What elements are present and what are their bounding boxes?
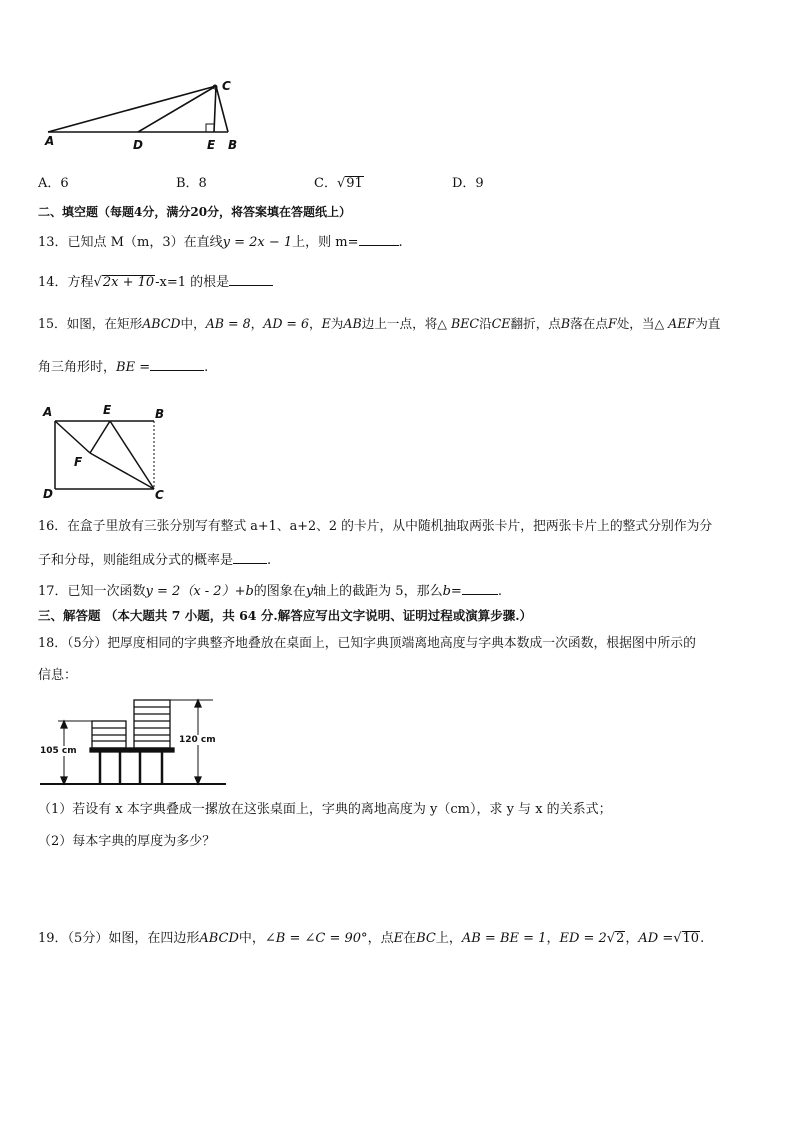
- q17-text: 轴上的截距为 5，那么: [313, 584, 443, 599]
- q15-text: 15．如图，在矩形: [38, 316, 143, 331]
- q17-text: 的图象在: [253, 584, 306, 599]
- q17-answer-blank[interactable]: [462, 582, 498, 595]
- q17-text: 17．已知一次函数: [38, 584, 146, 599]
- q19-equation-1: AB = BE = 1: [461, 931, 547, 946]
- option-d: D．9: [452, 176, 484, 191]
- q17-y-axis: y: [305, 584, 314, 599]
- question-15-line-2: [38, 358, 208, 377]
- q19-text: 上，: [435, 931, 462, 946]
- q19-segment-bc: BC: [416, 931, 436, 946]
- q15-text: 落在点: [570, 316, 608, 331]
- q14-answer-blank[interactable]: [229, 273, 273, 286]
- q15-text: 中，: [180, 316, 206, 331]
- fig15-label-f: F: [74, 455, 83, 469]
- question-18-line-1: 18．（5分）把厚度相同的字典整齐地叠放在桌面上，已知字典顶端离地高度与字典本数成一次函数，根据图中所示的: [38, 636, 696, 651]
- q15-point-f: F: [607, 316, 617, 331]
- fig18-right-height-label: 120 cm: [179, 735, 216, 745]
- q19-text: 中，: [238, 931, 265, 946]
- fig18-left-height-label: 105 cm: [40, 746, 77, 756]
- q15-text: 沿: [479, 316, 492, 331]
- question-19: 19．（5分）如图，在四边形ABCD中，∠B = ∠C = 90°，点E在BC上，AB = BE = 1，ED = 2√2，AD =√10.: [38, 931, 705, 946]
- q19-point-e: E: [393, 931, 404, 946]
- q14-radicand: 2x + 10: [102, 275, 155, 290]
- q19-text: ，: [625, 931, 639, 946]
- q15-text: 为: [330, 316, 344, 331]
- q15-figure: [38, 403, 173, 503]
- q15-text: 为直: [695, 316, 721, 331]
- q17-b-variable: b: [442, 584, 451, 599]
- triangle-diagram: [38, 76, 253, 158]
- q13-formula: y = 2x − 1: [222, 235, 293, 250]
- q15-point-e: E: [321, 316, 331, 331]
- q15-point-b: B: [560, 316, 571, 331]
- q13-text-before: 13．已知点 M（m，3）在直线: [38, 235, 223, 250]
- fig12-label-e: E: [207, 138, 216, 152]
- q15-text: ，: [250, 316, 264, 331]
- q15-text: 角三角形时，: [38, 360, 117, 375]
- q15-answer-blank[interactable]: [150, 358, 204, 371]
- question-18-line-2: 信息：: [38, 668, 78, 683]
- q17-end: .: [497, 584, 502, 599]
- section-3-heading: 三、解答题 （本大题共 7 小题，共 64 分.解答应写出文字说明、证明过程或演算步骤.）: [38, 608, 533, 623]
- q19-quad-name: ABCD: [199, 931, 239, 946]
- q19-end: .: [700, 931, 705, 946]
- q14-text-after: -x=1 的根是: [155, 275, 230, 290]
- fig15-label-c: C: [155, 488, 164, 502]
- q15-segment-ab: AB: [343, 316, 362, 331]
- question-13: [38, 233, 403, 252]
- option-c-radicand: 91: [346, 176, 363, 191]
- question-18-part-1: （1）若设有 x 本字典叠成一摞放在这张桌面上，字典的离地高度为 y（cm），求 y 与 x 的关系式；: [38, 802, 612, 817]
- rectangle-fold-diagram: [38, 403, 173, 503]
- q19-text: ，: [546, 931, 560, 946]
- q15-segment-ce: CE: [491, 316, 511, 331]
- q15-text: ，: [308, 316, 322, 331]
- fig12-label-d: D: [133, 138, 143, 152]
- fig15-label-b: B: [155, 407, 165, 421]
- fig15-label-a: A: [43, 405, 53, 419]
- q19-ed-radicand: 2: [616, 931, 625, 946]
- fig12-label-b: B: [228, 138, 238, 152]
- q19-text: 在: [403, 931, 417, 946]
- question-16-line-1: 16．在盒子里放有三张分别写有整式 a+1、a+2、2 的卡片，从中随机抽取两张卡片，把两张卡片上的整式分别作为分: [38, 519, 713, 534]
- q13-text-after: 上，则 m=: [292, 235, 359, 250]
- question-18-part-2: （2）每本字典的厚度为多少？: [38, 834, 216, 849]
- option-c-prefix: C．: [314, 176, 337, 191]
- q19-text: ，点: [367, 931, 394, 946]
- q16-answer-blank[interactable]: [233, 551, 267, 564]
- fig12-label-a: A: [45, 134, 55, 148]
- q15-ab-value: AB = 8: [205, 316, 251, 331]
- question-17: [38, 582, 502, 601]
- q15-triangle-bec: △ BEC: [437, 316, 480, 331]
- q19-angles: ∠B = ∠C = 90°: [264, 931, 368, 946]
- q18-figure: [38, 688, 228, 788]
- section-2-heading: 二、填空题（每题4分，满分20分，将答案填在答题纸上）: [38, 205, 352, 219]
- q15-be-expr: BE =: [116, 360, 151, 375]
- q16-text: 子和分母，则能组成分式的概率是: [38, 553, 234, 568]
- option-a: A．6: [38, 176, 69, 191]
- q15-ad-value: AD = 6: [263, 316, 309, 331]
- q16-end: .: [267, 553, 272, 568]
- q15-rect-name: ABCD: [142, 316, 181, 331]
- question-14: 14．方程√2x + 10-x=1 的根是: [38, 273, 273, 292]
- q19-ed-expr: ED = 2: [559, 931, 607, 946]
- q15-text: 处，当: [616, 316, 655, 331]
- q13-answer-blank[interactable]: [359, 233, 399, 246]
- option-b: B．8: [176, 176, 207, 191]
- q15-text: 边上一点，将: [361, 316, 438, 331]
- q15-text: 翻折，点: [510, 316, 561, 331]
- q15-end: .: [204, 360, 209, 375]
- option-c: C．√91: [314, 176, 363, 191]
- q12-figure: [38, 76, 253, 158]
- q17-text: =: [450, 584, 462, 599]
- fig12-label-c: C: [222, 79, 231, 93]
- question-16-line-2: [38, 551, 271, 570]
- q19-ad-expr: AD =: [638, 931, 674, 946]
- question-15-line-1: [38, 315, 720, 333]
- q19-text: 19．（5分）如图，在四边形: [38, 931, 200, 946]
- fig15-label-d: D: [43, 487, 53, 501]
- fig15-label-e: E: [103, 403, 112, 417]
- q13-end: .: [398, 235, 403, 250]
- q19-ad-radicand: 10: [682, 931, 700, 946]
- q14-text-before: 14．方程: [38, 275, 94, 290]
- q15-triangle-aef: △ AEF: [654, 316, 696, 331]
- q17-formula: y = 2（x - 2）+b: [145, 584, 254, 599]
